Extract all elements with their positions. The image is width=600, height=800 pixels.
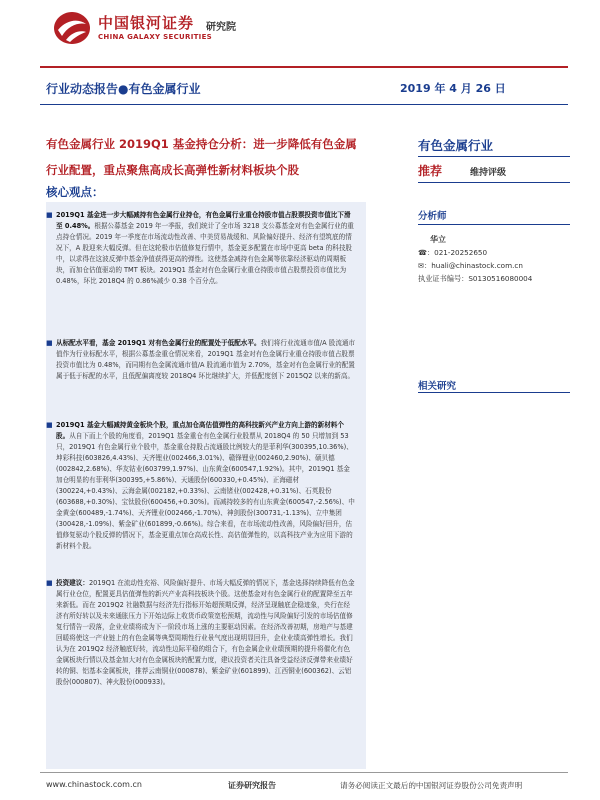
sidebar-industry: 有色金属行业: [418, 138, 494, 153]
analyst-cert: 执业证书编号：S0130516080004: [418, 274, 533, 283]
paragraph-lead: 投资建议：: [56, 579, 89, 587]
sidebar-divider: [418, 182, 570, 183]
bullet-icon: ■: [46, 421, 53, 429]
list-item: [46, 338, 356, 382]
bullet-icon: ■: [46, 211, 53, 219]
rating-note: 维持评级: [470, 168, 507, 178]
subheader-divider: [40, 104, 568, 105]
sidebar-divider: [418, 392, 570, 393]
report-title-line-1: 有色金属行业 2019Q1 基金持仓分析：进一步降低有色金属: [46, 137, 357, 151]
institute-label: 研究院: [206, 22, 236, 33]
list-item: [46, 420, 356, 552]
analyst-name: 华立: [430, 235, 446, 244]
sidebar-divider: [418, 224, 570, 225]
analyst-heading: 分析师: [418, 211, 447, 222]
paragraph-text: 我们将行业流通市值/A 股流通市值作为行业标配水平，根据公募基金重仓情况来看，2019Q1 基金对有色金属行业重仓持股市值占股票投资市值比为 0.48%，而同期有色金属流通市值/A 股流通市值为 2.70%，基金对有色金属行业的配置属于低于标配的水平，且低配偏离度较 2018Q4 环比继续扩大，并低配度创下 2015Q2 以来的新高。: [56, 339, 356, 380]
footer-disclaimer: 请务必阅读正文最后的中国银河证券股份公司免责声明: [340, 781, 523, 790]
report-date: 2019 年 4 月 26 日: [400, 82, 506, 95]
bullet-icon: ■: [46, 579, 53, 587]
list-item: [46, 210, 356, 287]
footer-label: 证券研究报告: [228, 781, 276, 790]
rating-label: 推荐: [418, 164, 443, 178]
footer-url[interactable]: www.chinastock.com.cn: [46, 780, 142, 789]
paragraph-lead: 从标配水平看，基金 2019Q1 对有色金属行业的配置处于低配水平。: [56, 339, 261, 347]
report-title-line-2: 行业配置，重点聚焦高成长高弹性新材料板块个股: [46, 163, 299, 177]
brand-name-cn: 中国银河证券: [98, 14, 195, 32]
bullet-icon: ■: [46, 339, 53, 347]
paragraph-lead: 2019Q1 基金进一步大幅减持有色金属行业持仓，有色金属行业重仓持股市值占股票投资市值比下滑至 0.48%。: [56, 211, 351, 230]
footer-divider: [40, 772, 568, 773]
analyst-phone: ☎：021-20252650: [418, 248, 488, 257]
list-item: [46, 578, 356, 688]
galaxy-logo-icon: [52, 10, 92, 46]
brand-name-en: CHINA GALAXY SECURITIES: [98, 33, 212, 41]
paragraph-text: 2019Q1 在流动性充裕、风险偏好提升、市场大幅反弹的情况下，基金选择持续降低有色金属行业仓位，配置更具估值弹性的新兴产业高科技板块个股。这使基金对有色金属行业的配置降至五年来新低。而在 2019Q2 社融数据与经济先行指标开始超预期反弹，经济呈现触底企稳迹象，央行在经济有所好转以及未来通胀压力下开始边际上收货币政策宽松预期，流动性与风险偏好引发的市场估值修复行情告一段落，企业业绩将成为下一阶段市场上涨的主要驱动因素。在经济改善初期，房地产与基建回暖将使这一产业链上的有色金属等典型周期性行业景气度出现明显回升，企业业绩高弹性增长。我们认为在 2019Q2 经济触底好转，流动性边际平稳的组合下，有色金属企业业绩预期的提升将催化有色金属板块行情以及基金加大对有色金属板块的配置力度，建议投资者关注具备受益经济反弹带来业绩好转的铜、铝基本金属板块，推荐云南铜业(000878)、紫金矿业(601899)、江西铜业(600362)、云铝股份(000807)、神火股份(000933)。: [56, 579, 355, 686]
paragraph-text: 从自下而上个股的角度看，2019Q1 基金重仓有色金属行业股票从 2018Q4 的 50 只增加到 53 只，2019Q1 有色金属行业个股中，基金重仓持股占流通股比例较大的是菲利华(300395,10.36%)、坤彩科技(603826,4.43%)、天齐锂业(002466,3.01%)、赣锋锂业(002460,2.90%)、硕贝德(002842,2.68%)、华友钴业(603799,1.97%)、山东黄金(600547,1.92%)。其中，2019Q1 基金加仓明显的有菲利华(300395,+5.86%)、天通股份(600330,+0.45%)、正海磁材(300224,+0.43%)、云海金属(002182,+0.33%)、云南锗业(002428,+0.31%)、石英股份(603688,+0.30%)、宝钛股份(600456,+0.30%)。而减持较多的有山东黄金(600547,-2.56%)、中金黄金(600489,-1.74%)、天齐锂业(002466,-1.70%)、神剑股份(300731,-1.13%)、立中集团(300428,-1.09%)、紫金矿业(601899,-0.66%)。综合来看，在市场流动性改善，风险偏好回升，估值修复驱动个股反弹的情况下，基金更重点加仓高成长性、高估值弹性的，以高科技产业为应用下游的新材料个股。: [56, 432, 355, 550]
related-research-heading: 相关研究: [418, 381, 457, 392]
report-type: 行业动态报告●有色金属行业: [46, 82, 201, 96]
paragraph-lead: 2019Q1 基金大幅减持黄金板块个股，重点加仓高估值弹性的高科技新兴产业方向上游的新材料个股。: [56, 421, 344, 440]
core-view-heading: 核心观点：: [46, 185, 104, 199]
header-divider: [40, 66, 568, 68]
analyst-email[interactable]: ✉：huali@chinastock.com.cn: [418, 261, 523, 270]
paragraph-text: 根据公募基金 2019 年一季报，我们统计了全市场 3218 支公募基金对有色金属行业的重点持仓情况。2019 年一季度在市场流动性改善、中美贸易战缓和、风险偏好提升、经济有望筑底的情况下，A 股迎来大幅反弹。但在这轮极市估值修复行情中，基金更多配置在市场中更高 beta 的科技股中，以求得在这波反弹中基金净值获得更高的弹性。这使基金减持有色金属等依靠经济驱动的周期板块，而加仓估值驱动的 TMT 板块。2019Q1 基金对有色金属行业重仓持股市值占股票投资市值比为 0.48%，环比 2018Q4 的 0.86%减少 0.38 个百分点。: [56, 222, 354, 285]
sidebar-divider: [418, 156, 570, 157]
